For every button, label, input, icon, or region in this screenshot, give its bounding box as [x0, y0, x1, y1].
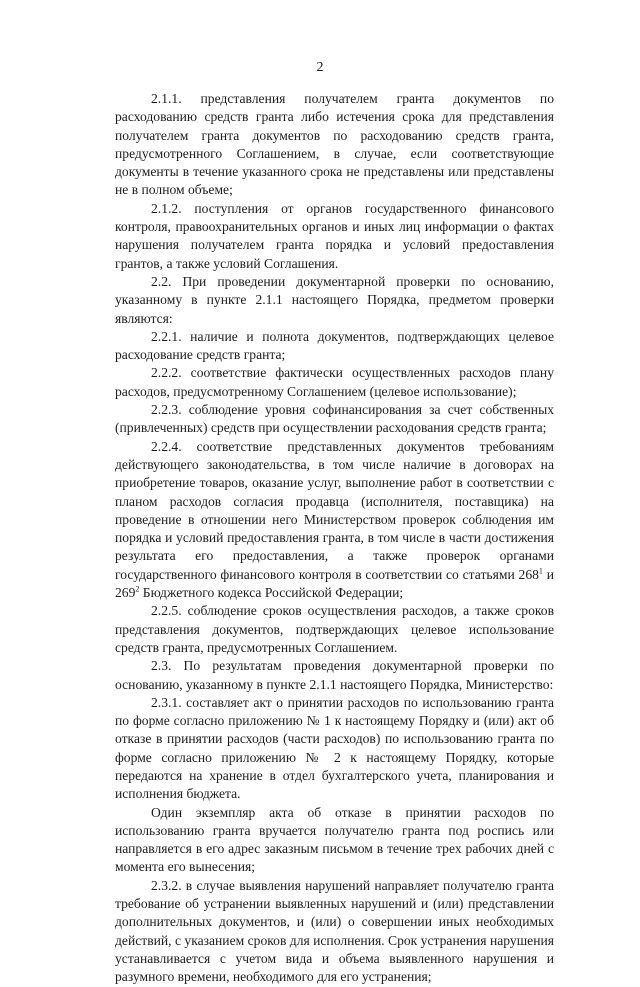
paragraph-text: 2.2. При проведении документарной проверки по основанию, указанному в пункте 2.1.1 настоящего Порядка, предметом проверки являются:: [115, 273, 554, 326]
paragraph-p12: [115, 877, 554, 987]
paragraph-p10: [115, 694, 554, 804]
paragraph-text: 2.2.3. соблюдение уровня софинансирования за счет собственных (привлеченных) средств при осуществлении расходования средств гранта;: [115, 402, 554, 436]
paragraph-p11: [115, 804, 554, 877]
paragraph-p9: [115, 657, 554, 694]
paragraph-p4: [115, 328, 554, 365]
paragraph-text: Один экземпляр акта об отказе в принятии расходов по использованию гранта вручается получателю гранта под роспись или направляется в его адрес заказным письмом в течение трех рабочих дней с момента его вынесения;: [115, 804, 554, 875]
paragraph-p3: [115, 273, 554, 328]
paragraph-text: и 269: [115, 566, 554, 601]
paragraph-text: Бюджетного кодекса Российской Федерации;: [139, 585, 404, 601]
paragraph-text: 2.3. По результатам проведения документарной проверки по основанию, указанному в пункте 2.1.1 настоящего Порядка, Министерство:: [115, 658, 554, 692]
paragraph-p5: [115, 364, 554, 401]
footnote-superscript: 1: [538, 566, 543, 576]
paragraph-text: 2.1.1. представления получателем гранта документов по расходованию средств гранта либо истечения срока для представления получателем гранта документов по расходованию средств гранта, предусмотренного Соглашением, в случае, если соответствующие документы в течение указанного срока не представлены или представлены не в полном объеме;: [115, 91, 554, 198]
paragraph-p8: [115, 602, 554, 657]
paragraph-p2: [115, 200, 554, 273]
paragraph-p6: [115, 401, 554, 438]
page-number: 2: [316, 60, 324, 75]
paragraph-p7: [115, 438, 554, 603]
paragraph-text: 2.3.2. в случае выявления нарушений направляет получателю гранта требование об устранении выявленных нарушений и (или) представлении дополнительных документов, и (или) о совершении иных необходимых действий, с указанием сроков для исполнения. Срок устранения нарушения устанавливается с учетом вида и объема выявленного нарушения и разумного времени, необходимого для его устранения;: [115, 877, 554, 985]
paragraph-p1: [115, 90, 554, 200]
paragraph-text: 2.2.1. наличие и полнота документов, подтверждающих целевое расходование средств гранта;: [115, 328, 554, 363]
paragraph-text: 2.2.2. соответствие фактически осуществленных расходов плану расходов, предусмотренному Соглашением (целевое использование);: [115, 365, 554, 399]
footnote-superscript: 2: [135, 584, 140, 594]
paragraph-text: 2.1.2. поступления от органов государственного финансового контроля, правоохранительных органов и иных лиц информации о фактах нарушения получателем гранта порядка и условий предоставления грантов, а также условий Соглашения.: [115, 200, 554, 271]
paragraph-text: 2.2.4. соответствие представленных документов требованиям действующего законодательства, в том числе наличие в договорах на приобретение товаров, оказание услуг, выполнение работ в соответствии с планом расходов согласия продавца (исполнителя, поставщика) на проведение в отношении него Министерством проверок соблюдения им порядка и условий предоставления гранта, в том числе в части достижения результата его предоставления, а также проверок органами государственного финансового контроля в соответствии со статьями 268: [115, 438, 554, 582]
document-body: [115, 90, 554, 987]
paragraph-text: 2.3.1. составляет акт о принятии расходов по использованию гранта по форме согласно приложению № 1 к настоящему Порядку и (или) акт об отказе в принятии расходов (части расходов) по использованию гранта по форме согласно приложению № 2 к настоящему Порядку, которые передаются на хранение в отдел бухгалтерского учета, планирования и исполнения бюджета.: [115, 694, 554, 802]
paragraph-text: 2.2.5. соблюдение сроков осуществления расходов, а также сроков представления документов, подтверждающих целевое использование средств гранта, предусмотренных Соглашением.: [115, 603, 554, 655]
